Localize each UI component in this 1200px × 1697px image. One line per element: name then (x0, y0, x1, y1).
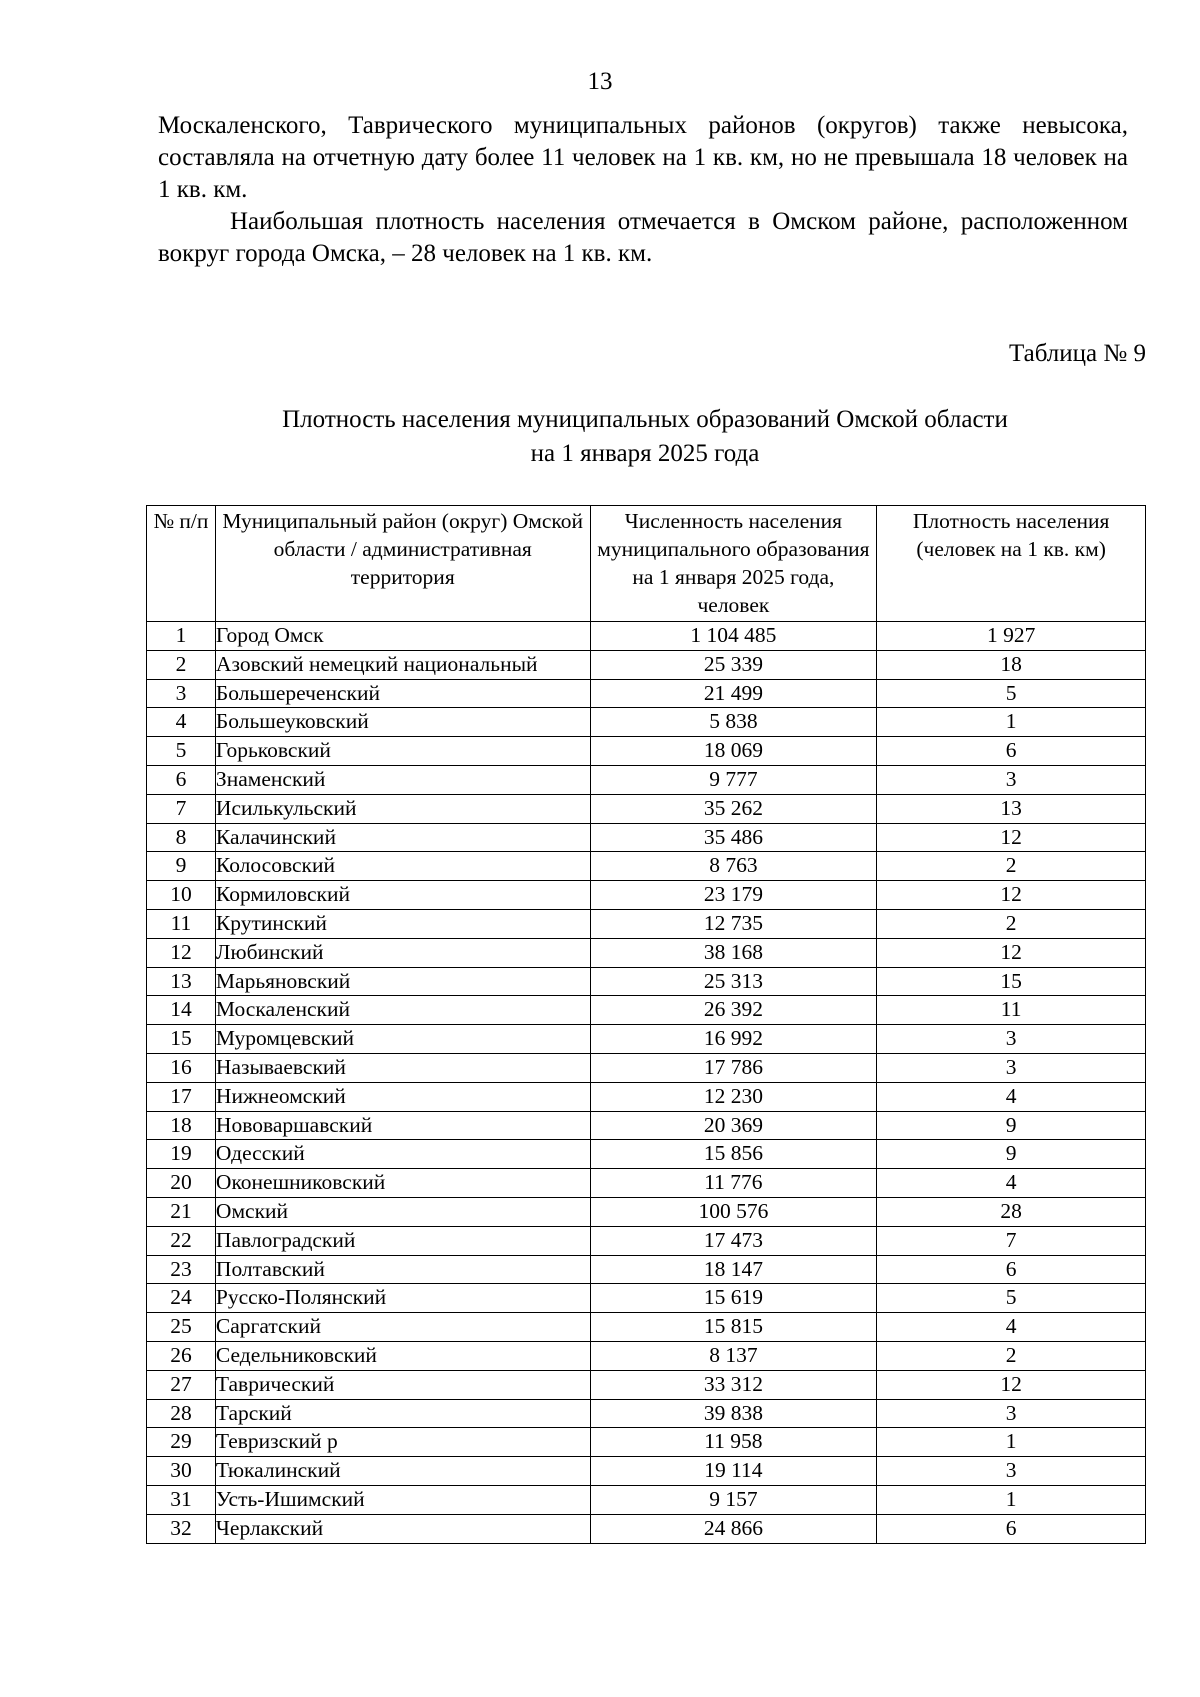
cell-num: 19 (147, 1140, 216, 1169)
cell-density: 1 (877, 1485, 1146, 1514)
table-row (147, 1370, 1146, 1399)
cell-density: 3 (877, 765, 1146, 794)
table-row (147, 1197, 1146, 1226)
table-row (147, 1082, 1146, 1111)
cell-density: 7 (877, 1226, 1146, 1255)
table-row (147, 1169, 1146, 1198)
table-row (147, 1255, 1146, 1284)
cell-population: 8 137 (590, 1341, 877, 1370)
cell-population: 26 392 (590, 996, 877, 1025)
table-body (147, 622, 1146, 1544)
cell-num: 24 (147, 1284, 216, 1313)
cell-density: 5 (877, 679, 1146, 708)
cell-name: Москаленский (215, 996, 590, 1025)
header-num: № п/п (147, 506, 216, 622)
cell-name: Нижнеомский (215, 1082, 590, 1111)
cell-density: 1 927 (877, 622, 1146, 651)
body-text (158, 110, 1128, 270)
cell-density: 12 (877, 881, 1146, 910)
cell-name: Усть-Ишимский (215, 1485, 590, 1514)
table-row (147, 823, 1146, 852)
cell-density: 1 (877, 708, 1146, 737)
table-row (147, 1399, 1146, 1428)
table-row (147, 679, 1146, 708)
cell-density: 5 (877, 1284, 1146, 1313)
cell-population: 24 866 (590, 1514, 877, 1543)
cell-population: 18 147 (590, 1255, 877, 1284)
cell-population: 5 838 (590, 708, 877, 737)
cell-name: Русско-Полянский (215, 1284, 590, 1313)
cell-population: 8 763 (590, 852, 877, 881)
cell-density: 1 (877, 1428, 1146, 1457)
cell-name: Нововаршавский (215, 1111, 590, 1140)
cell-population: 17 473 (590, 1226, 877, 1255)
cell-population: 17 786 (590, 1053, 877, 1082)
table-row (147, 1457, 1146, 1486)
cell-density: 15 (877, 967, 1146, 996)
table-row (147, 1053, 1146, 1082)
cell-name: Любинский (215, 938, 590, 967)
cell-name: Саргатский (215, 1313, 590, 1342)
cell-population: 1 104 485 (590, 622, 877, 651)
cell-num: 27 (147, 1370, 216, 1399)
cell-num: 8 (147, 823, 216, 852)
cell-population: 25 339 (590, 650, 877, 679)
cell-num: 11 (147, 909, 216, 938)
table-row (147, 1111, 1146, 1140)
cell-density: 11 (877, 996, 1146, 1025)
cell-num: 21 (147, 1197, 216, 1226)
table-row (147, 708, 1146, 737)
table-row (147, 938, 1146, 967)
cell-name: Азовский немецкий национальный (215, 650, 590, 679)
cell-name: Крутинский (215, 909, 590, 938)
cell-name: Колосовский (215, 852, 590, 881)
cell-population: 15 815 (590, 1313, 877, 1342)
cell-num: 32 (147, 1514, 216, 1543)
cell-name: Полтавский (215, 1255, 590, 1284)
cell-name: Таврический (215, 1370, 590, 1399)
cell-name: Большереченский (215, 679, 590, 708)
cell-density: 6 (877, 1255, 1146, 1284)
cell-name: Исилькульский (215, 794, 590, 823)
cell-num: 5 (147, 737, 216, 766)
header-population: Численность населения муниципального образования на 1 января 2025 года, человек (590, 506, 877, 622)
cell-name: Омский (215, 1197, 590, 1226)
table-row (147, 1514, 1146, 1543)
cell-population: 25 313 (590, 967, 877, 996)
paragraph-2: Наибольшая плотность населения отмечается в Омском районе, расположенном вокруг города Омска, – 28 человек на 1 кв. км. (158, 208, 1128, 267)
cell-density: 4 (877, 1169, 1146, 1198)
cell-population: 11 958 (590, 1428, 877, 1457)
cell-population: 33 312 (590, 1370, 877, 1399)
cell-density: 6 (877, 737, 1146, 766)
cell-name: Горьковский (215, 737, 590, 766)
table-row (147, 1428, 1146, 1457)
cell-population: 15 619 (590, 1284, 877, 1313)
table-row (147, 650, 1146, 679)
cell-population: 35 262 (590, 794, 877, 823)
cell-num: 12 (147, 938, 216, 967)
table-header-row (147, 506, 1146, 622)
cell-density: 12 (877, 823, 1146, 852)
table-row (147, 852, 1146, 881)
cell-num: 23 (147, 1255, 216, 1284)
cell-density: 3 (877, 1399, 1146, 1428)
table-row (147, 1025, 1146, 1054)
cell-num: 22 (147, 1226, 216, 1255)
cell-density: 2 (877, 852, 1146, 881)
table-row (147, 1313, 1146, 1342)
table-row (147, 794, 1146, 823)
cell-name: Муромцевский (215, 1025, 590, 1054)
table-title (0, 403, 1200, 471)
cell-name: Тюкалинский (215, 1457, 590, 1486)
cell-density: 3 (877, 1457, 1146, 1486)
cell-num: 9 (147, 852, 216, 881)
cell-num: 15 (147, 1025, 216, 1054)
cell-density: 13 (877, 794, 1146, 823)
table-row (147, 1284, 1146, 1313)
cell-population: 19 114 (590, 1457, 877, 1486)
cell-population: 23 179 (590, 881, 877, 910)
page-number: 13 (587, 68, 613, 95)
table-row (147, 1140, 1146, 1169)
table-row (147, 967, 1146, 996)
cell-name: Кормиловский (215, 881, 590, 910)
cell-density: 18 (877, 650, 1146, 679)
table-row (147, 737, 1146, 766)
cell-population: 9 157 (590, 1485, 877, 1514)
cell-num: 18 (147, 1111, 216, 1140)
table-row (147, 1485, 1146, 1514)
cell-num: 26 (147, 1341, 216, 1370)
cell-density: 9 (877, 1140, 1146, 1169)
cell-population: 12 230 (590, 1082, 877, 1111)
paragraph-1: Москаленского, Таврического муниципальных районов (округов) также невысока, составляла на отчетную дату более 11 человек на 1 кв. км, но не превышала 18 человек на 1 кв. км. (158, 112, 1128, 203)
cell-num: 29 (147, 1428, 216, 1457)
cell-name: Седельниковский (215, 1341, 590, 1370)
cell-name: Называевский (215, 1053, 590, 1082)
table-row (147, 909, 1146, 938)
cell-num: 30 (147, 1457, 216, 1486)
cell-population: 35 486 (590, 823, 877, 852)
cell-num: 13 (147, 967, 216, 996)
cell-population: 9 777 (590, 765, 877, 794)
cell-name: Тарский (215, 1399, 590, 1428)
table-row (147, 996, 1146, 1025)
cell-num: 2 (147, 650, 216, 679)
cell-population: 21 499 (590, 679, 877, 708)
cell-name: Черлакский (215, 1514, 590, 1543)
cell-num: 25 (147, 1313, 216, 1342)
cell-num: 17 (147, 1082, 216, 1111)
table-title-line-1: Плотность населения муниципальных образований Омской области (282, 406, 1008, 433)
cell-population: 18 069 (590, 737, 877, 766)
cell-density: 2 (877, 1341, 1146, 1370)
cell-num: 3 (147, 679, 216, 708)
cell-name: Калачинский (215, 823, 590, 852)
table-row (147, 881, 1146, 910)
cell-num: 16 (147, 1053, 216, 1082)
cell-population: 38 168 (590, 938, 877, 967)
cell-num: 31 (147, 1485, 216, 1514)
cell-num: 20 (147, 1169, 216, 1198)
cell-num: 7 (147, 794, 216, 823)
cell-density: 3 (877, 1025, 1146, 1054)
population-density-table (146, 505, 1146, 1544)
cell-density: 2 (877, 909, 1146, 938)
cell-density: 28 (877, 1197, 1146, 1226)
cell-name: Город Омск (215, 622, 590, 651)
cell-density: 12 (877, 938, 1146, 967)
cell-density: 3 (877, 1053, 1146, 1082)
cell-name: Тевризский р (215, 1428, 590, 1457)
cell-num: 4 (147, 708, 216, 737)
header-name: Муниципальный район (округ) Омской области / административная территория (215, 506, 590, 622)
cell-num: 14 (147, 996, 216, 1025)
cell-population: 100 576 (590, 1197, 877, 1226)
cell-name: Оконешниковский (215, 1169, 590, 1198)
cell-num: 28 (147, 1399, 216, 1428)
cell-name: Знаменский (215, 765, 590, 794)
table-title-line-2: на 1 января 2025 года (530, 440, 760, 467)
table-row (147, 1341, 1146, 1370)
cell-population: 11 776 (590, 1169, 877, 1198)
table-row (147, 622, 1146, 651)
cell-density: 6 (877, 1514, 1146, 1543)
header-density: Плотность населения (человек на 1 кв. км) (877, 506, 1146, 622)
cell-num: 6 (147, 765, 216, 794)
cell-population: 20 369 (590, 1111, 877, 1140)
cell-density: 4 (877, 1313, 1146, 1342)
cell-name: Павлоградский (215, 1226, 590, 1255)
cell-name: Марьяновский (215, 967, 590, 996)
cell-num: 1 (147, 622, 216, 651)
cell-population: 12 735 (590, 909, 877, 938)
cell-density: 4 (877, 1082, 1146, 1111)
table-row (147, 765, 1146, 794)
cell-name: Большеуковский (215, 708, 590, 737)
cell-population: 15 856 (590, 1140, 877, 1169)
cell-density: 9 (877, 1111, 1146, 1140)
table-row (147, 1226, 1146, 1255)
cell-name: Одесский (215, 1140, 590, 1169)
cell-num: 10 (147, 881, 216, 910)
cell-density: 12 (877, 1370, 1146, 1399)
table-label: Таблица № 9 (1008, 340, 1146, 367)
cell-population: 39 838 (590, 1399, 877, 1428)
cell-population: 16 992 (590, 1025, 877, 1054)
